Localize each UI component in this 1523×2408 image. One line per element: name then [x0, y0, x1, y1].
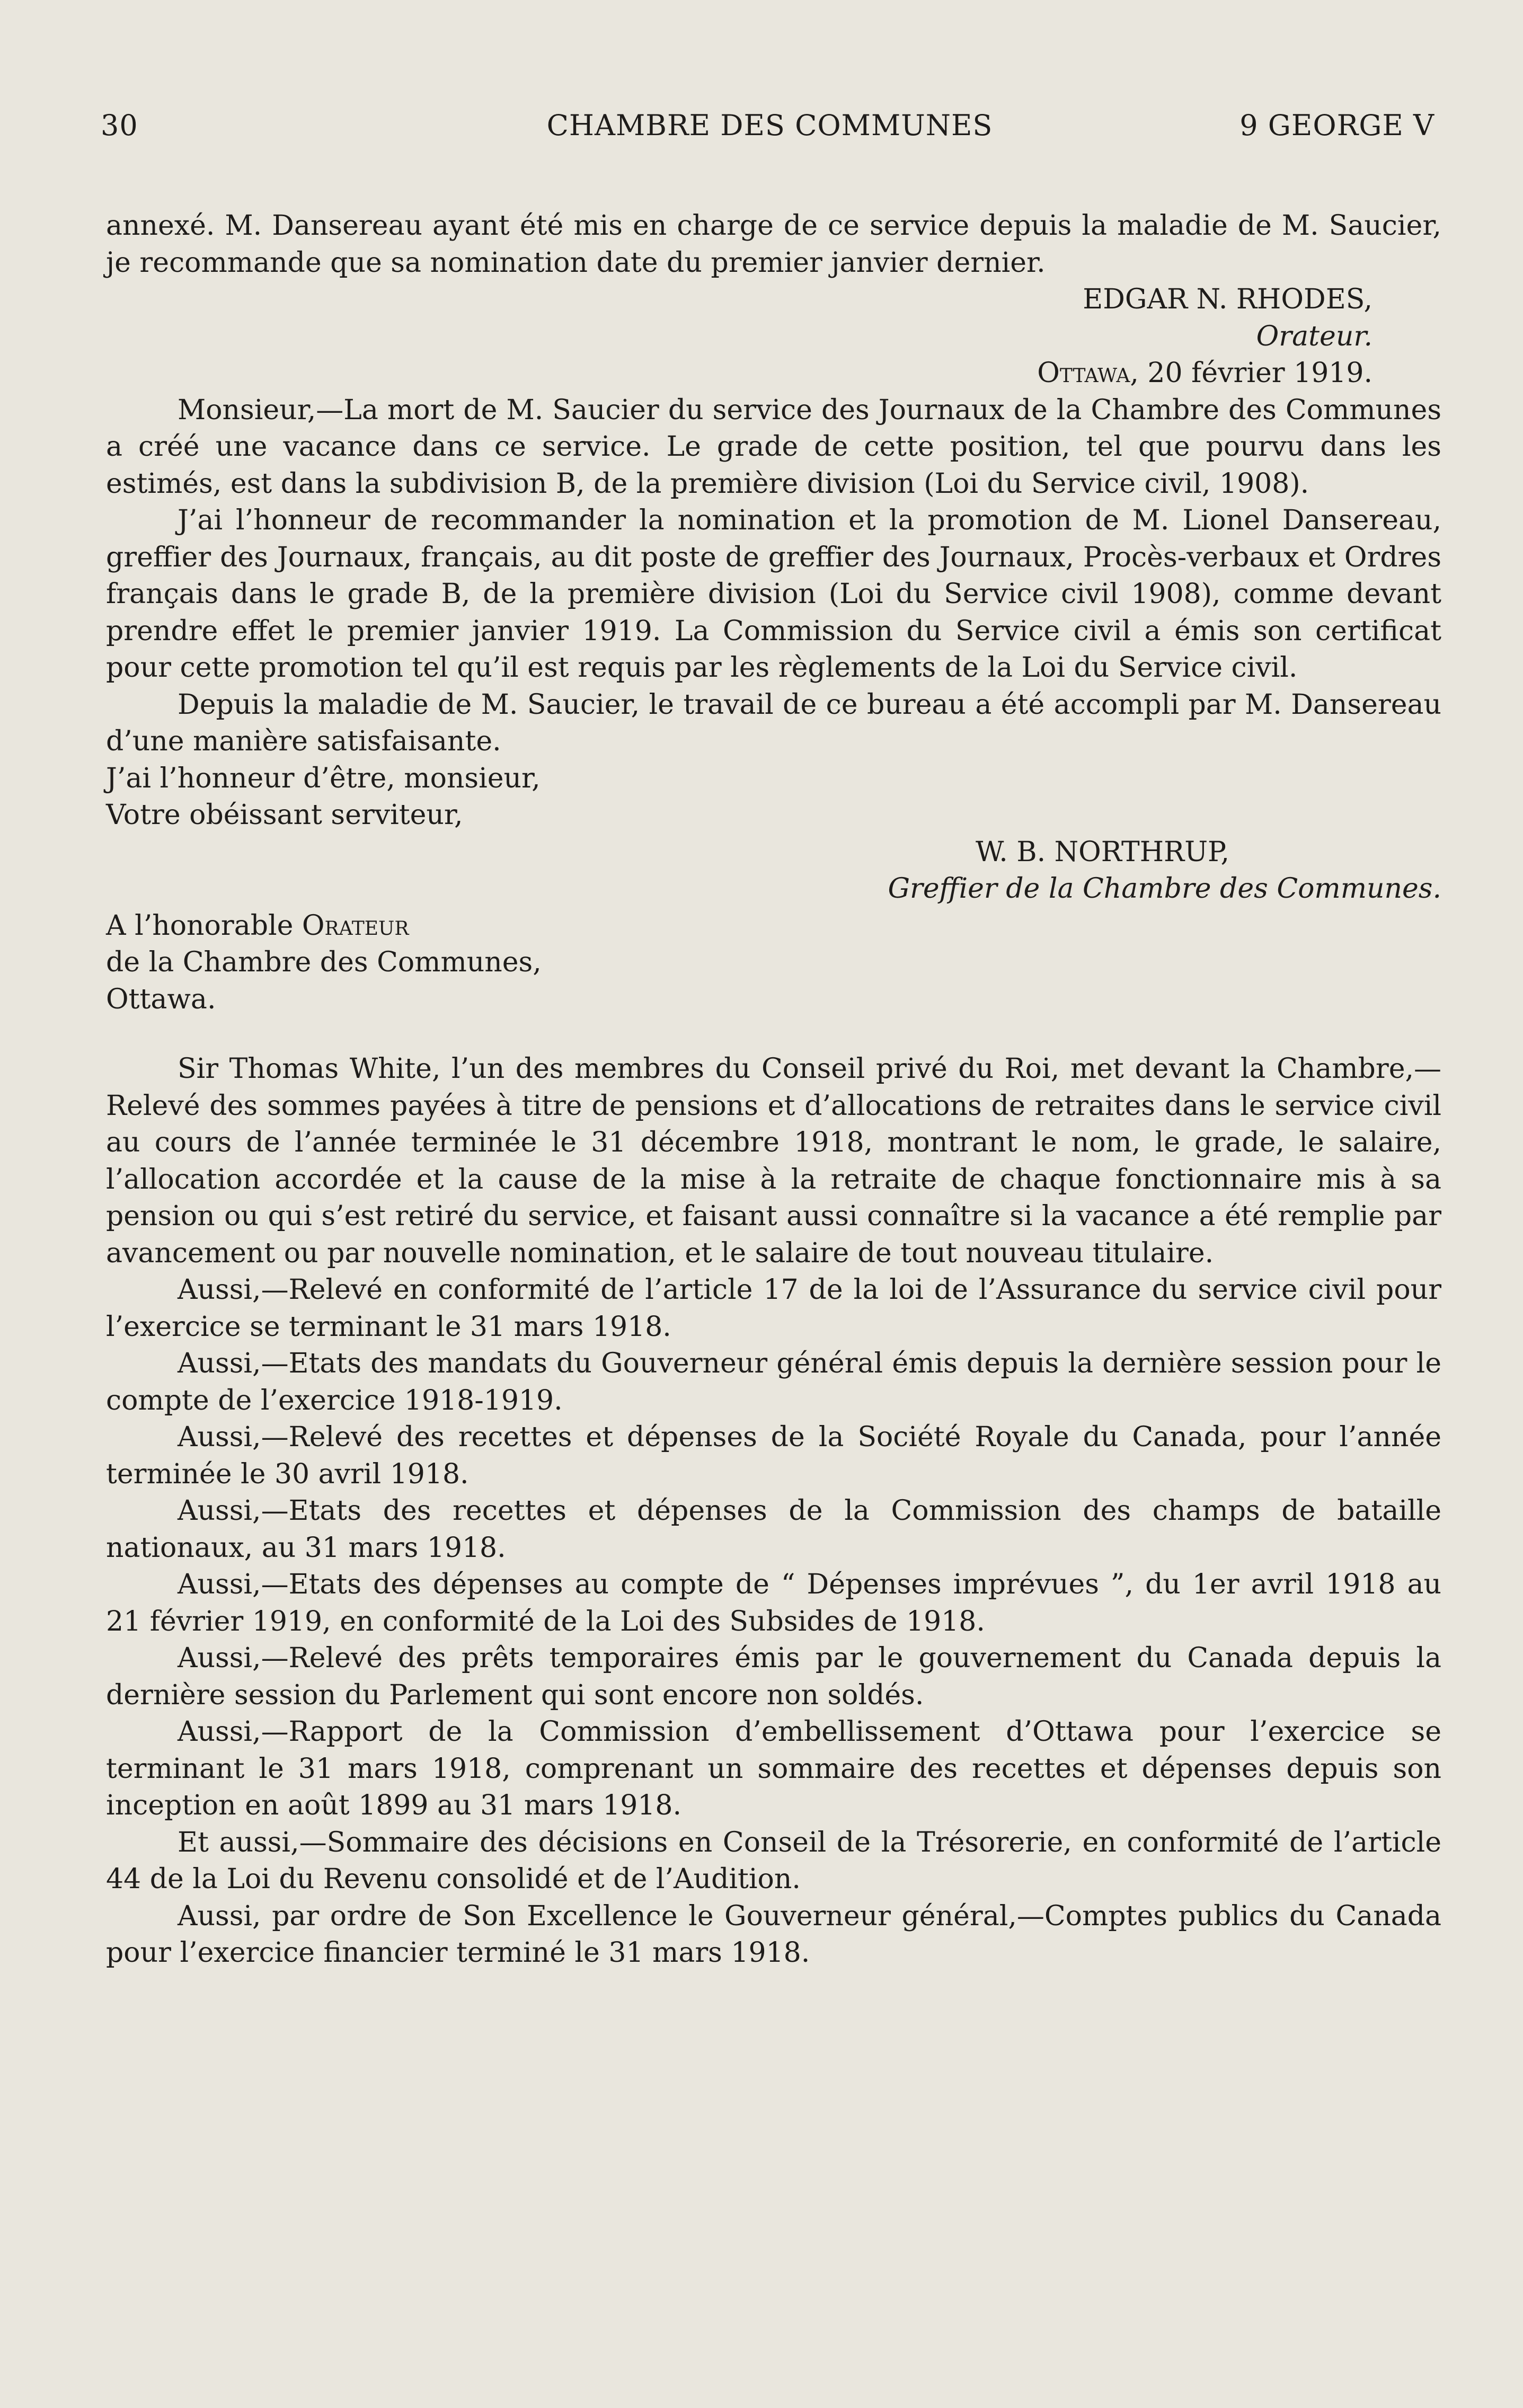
page-number: 30	[101, 109, 138, 142]
signatory-northrup-role: Greffier de la Chambre des Communes.	[888, 873, 1441, 905]
signatory-rhodes-role: Orateur.	[1256, 320, 1373, 352]
tabled-item: Et aussi,—Sommaire des décisions en Conseil de la Trésorerie, en conformité de l’article 44 de la Loi du Revenu consolidé et de l’Audition.	[106, 1826, 1441, 1895]
date-rest: , 20 février 1919.	[1130, 357, 1373, 389]
regnal-year: 9 GEORGE V	[1239, 109, 1435, 142]
letter-closing-2: Votre obéissant serviteur,	[106, 799, 463, 831]
tabled-documents	[106, 1051, 1441, 1972]
address-line-1	[106, 908, 1441, 945]
page-title: CHAMBRE DES COMMUNES	[546, 109, 993, 142]
address-line-2: de la Chambre des Communes,	[106, 946, 542, 978]
date-place: Ottawa	[1037, 357, 1130, 389]
address-prefix: A l’honorable	[106, 909, 302, 942]
tabled-item: Aussi,—Relevé des prêts temporaires émis par le gouvernement du Canada depuis la dernière session du Parlement qui sont encore non soldés.	[106, 1642, 1441, 1711]
letter-paragraph: Monsieur,—La mort de M. Saucier du service des Journaux de la Chambre des Communes a créé une vacance dans ce service. Le grade de cette position, tel que pourvu dans les estimés, est dans la subdivision B, de la première division (Loi du Service civil, 1908).	[106, 394, 1441, 500]
running-header	[101, 109, 1439, 151]
tabled-item: Aussi,—Etats des mandats du Gouverneur général émis depuis la dernière session pour le compte de l’exercice 1918-1919.	[106, 1348, 1441, 1417]
tabled-item: Aussi,—Etats des dépenses au compte de “ Dépenses imprévues ”, du 1er avril 1918 au 21 février 1919, en conformité de la Loi des Subsides de 1918.	[106, 1569, 1441, 1637]
tabled-item: Aussi,—Relevé des recettes et dépenses de la Société Royale du Canada, pour l’année terminée le 30 avril 1918.	[106, 1421, 1441, 1490]
letter-continuation: annexé. M. Dansereau ayant été mis en charge de ce service depuis la maladie de M. Saucier, je recommande que sa nomination date du premier janvier dernier.	[106, 210, 1441, 279]
address-title: Orateur	[302, 909, 409, 942]
tabled-item: Aussi,—Etats des recettes et dépenses de la Commission des champs de bataille nationaux, au 31 mars 1918.	[106, 1495, 1441, 1564]
letter-paragraph: J’ai l’honneur de recommander la nomination et la promotion de M. Lionel Dansereau, greffier des Journaux, français, au dit poste de greffier des Journaux, Procès-verbaux et Ordres français dans le grade B, de la première division (Loi du Service civil 1908), comme devant prendre effet le premier janvier 1919. La Commission du Service civil a émis son certificat pour cette promotion tel qu’il est requis par les règlements de la Loi du Service civil.	[106, 504, 1441, 684]
signatory-northrup: W. B. NORTHRUP,	[975, 836, 1229, 868]
page-body	[106, 208, 1441, 1972]
letter-closing-1: J’ai l’honneur d’être, monsieur,	[106, 762, 541, 794]
tabled-item: Aussi,—Rapport de la Commission d’embellissement d’Ottawa pour l’exercice se terminant le 31 mars 1918, comprenant un sommaire des recettes et dépenses depuis son inception en août 1899 au 31 mars 1918.	[106, 1716, 1441, 1821]
signatory-rhodes: EDGAR N. RHODES,	[1083, 284, 1373, 315]
address-line-3: Ottawa.	[106, 983, 216, 1015]
letter-date	[106, 355, 1441, 392]
tabled-item: Aussi, par ordre de Son Excellence le Gouverneur général,—Comptes publics du Canada pour l’exercice financier terminé le 31 mars 1918.	[106, 1900, 1441, 1969]
tabled-item: Sir Thomas White, l’un des membres du Conseil privé du Roi, met devant la Chambre,—Relevé des sommes payées à titre de pensions et d’allocations de retraites dans le service civil au cours de l’année terminée le 31 décembre 1918, montrant le nom, le grade, le salaire, l’allocation accordée et la cause de la mise à la retraite de chaque fonctionnaire mis à sa pension ou qui s’est retiré du service, et faisant aussi connaître si la vacance a été remplie par avancement ou par nouvelle nomination, et le salaire de tout nouveau titulaire.	[106, 1053, 1441, 1269]
letter-paragraph: Depuis la maladie de M. Saucier, le travail de ce bureau a été accompli par M. Dansereau d’une manière satisfaisante.	[106, 688, 1441, 757]
tabled-item: Aussi,—Relevé en conformité de l’article 17 de la loi de l’Assurance du service civil pour l’exercice se terminant le 31 mars 1918.	[106, 1274, 1441, 1343]
